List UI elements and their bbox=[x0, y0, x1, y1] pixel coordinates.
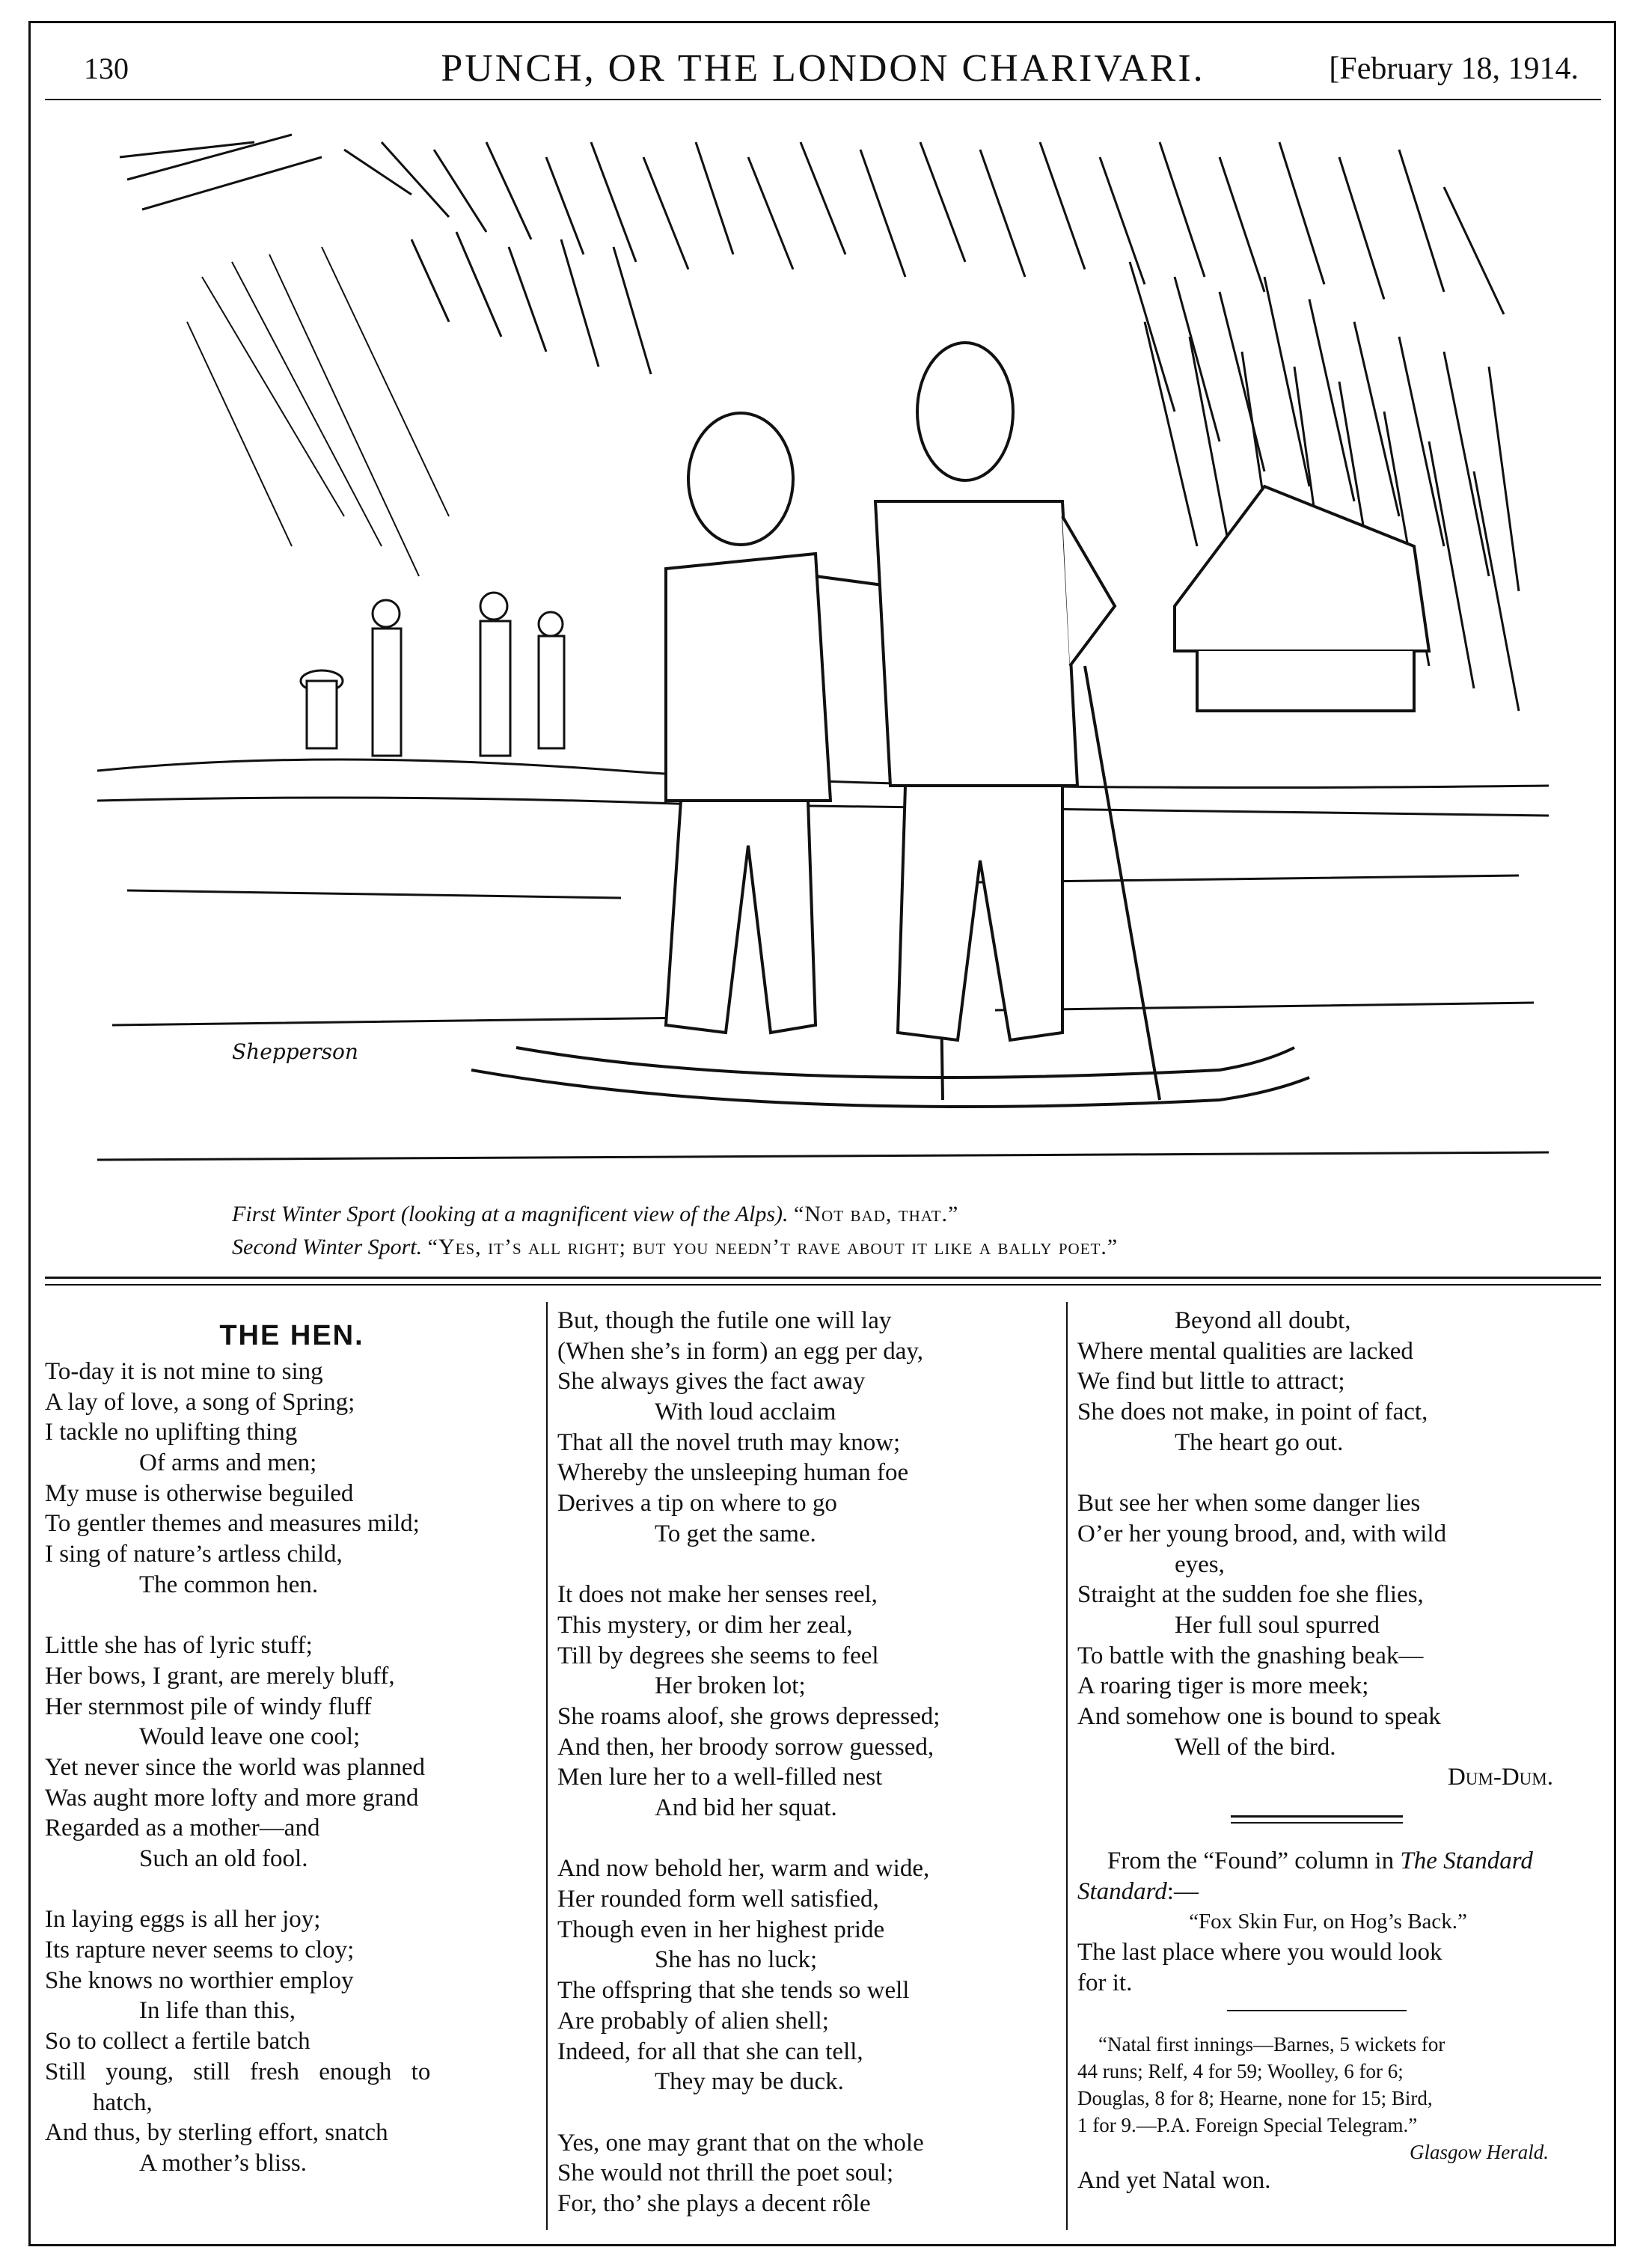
poem-line: Little she has of lyric stuff; bbox=[45, 1632, 313, 1660]
poem-line: The common hen. bbox=[139, 1571, 319, 1598]
found-intro-punct: :— bbox=[1166, 1877, 1199, 1905]
sun-rays bbox=[187, 247, 449, 576]
poem-line: Though even in her highest pride bbox=[557, 1916, 885, 1943]
poem-line: And thus, by sterling effort, snatch bbox=[45, 2119, 388, 2147]
poem-line: A lay of love, a song of Spring; bbox=[45, 1388, 355, 1416]
column-divider-1 bbox=[546, 1302, 548, 2230]
poem-line: hatch, bbox=[93, 2088, 153, 2116]
poem-line: (When she’s in form) an egg per day, bbox=[557, 1337, 924, 1365]
stanza-gap bbox=[45, 1601, 539, 1631]
issue-date: [February 18, 1914. bbox=[1329, 52, 1579, 86]
poem-line: They may be duck. bbox=[655, 2068, 844, 2096]
poem-line: She would not thrill the poet soul; bbox=[557, 2160, 894, 2187]
stanza-gap bbox=[557, 1824, 1055, 1854]
poem-line: Of arms and men; bbox=[139, 1449, 317, 1477]
poem-line: Her full soul spurred bbox=[1175, 1611, 1380, 1639]
stanza-gap bbox=[557, 1550, 1055, 1580]
poem-line: Yes, one may grant that on the whole bbox=[557, 2129, 924, 2157]
poem-line: And bid her squat. bbox=[655, 1794, 837, 1821]
poem-line: Her bows, I grant, are merely bluff, bbox=[45, 1662, 395, 1690]
poem-line: Whereby the unsleeping human foe bbox=[557, 1459, 909, 1487]
chalet bbox=[1175, 486, 1429, 711]
poem-line: Till by degrees she seems to feel bbox=[557, 1642, 879, 1669]
natal-line: “Natal first innings—Barnes, 5 wickets for bbox=[1098, 2033, 1445, 2056]
poem-line: Men lure her to a well-filled nest bbox=[557, 1764, 883, 1791]
found-intro-colon-line bbox=[1077, 1877, 1579, 1907]
page-number: 130 bbox=[84, 52, 129, 85]
poem-line: She has no luck; bbox=[655, 1946, 818, 1974]
natal-line: Douglas, 8 for 8; Hearne, none for 15; Bird, bbox=[1077, 2087, 1433, 2110]
caption-speaker-2: Second Winter Sport. bbox=[232, 1235, 423, 1259]
poem-line: Well of the bird. bbox=[1175, 1733, 1336, 1761]
found-intro-source-2: Standard bbox=[1077, 1877, 1167, 1905]
poem-line: So to collect a fertile batch bbox=[45, 2028, 310, 2055]
cartoon-illustration bbox=[97, 127, 1549, 1190]
artist-signature: Shepperson bbox=[232, 1039, 358, 1064]
poem-signature: Dum-Dum. bbox=[1447, 1764, 1553, 1791]
poem-line: Would leave one cool; bbox=[139, 1723, 361, 1751]
poem-line: And now behold her, warm and wide, bbox=[557, 1855, 930, 1883]
poem-line: With loud acclaim bbox=[655, 1399, 836, 1426]
snow-ground bbox=[97, 759, 1549, 1160]
stanza-gap bbox=[557, 2097, 1055, 2128]
poem-line: To get the same. bbox=[655, 1520, 816, 1547]
poem-line: To gentler themes and measures mild; bbox=[45, 1510, 420, 1538]
header-rule bbox=[45, 99, 1601, 100]
poem-column-2 bbox=[557, 1306, 1055, 2219]
poem-line: She does not make, in point of fact, bbox=[1077, 1399, 1428, 1426]
poem-line: This mystery, or dim her zeal, bbox=[557, 1611, 853, 1639]
poem-line: Her sternmost pile of windy fluff bbox=[45, 1693, 372, 1720]
poem-line: It does not make her senses reel, bbox=[557, 1581, 878, 1609]
poem-line: Where mental qualities are lacked bbox=[1077, 1337, 1413, 1365]
poem-line: For, tho’ she plays a decent rôle bbox=[557, 2189, 871, 2217]
caption-line-2 bbox=[232, 1235, 1549, 1260]
poem-line: Indeed, for all that she can tell, bbox=[557, 2038, 863, 2065]
poem-line: In laying eggs is all her joy; bbox=[45, 1906, 321, 1934]
stanza-gap bbox=[1077, 1458, 1579, 1488]
poem-line: She always gives the fact away bbox=[557, 1368, 866, 1396]
poem-line: She knows no worthier employ bbox=[45, 1966, 354, 1994]
poem-line: The heart go out. bbox=[1175, 1428, 1344, 1456]
section-rule-top bbox=[45, 1277, 1601, 1279]
caption-quote-2: “Yes, it’s all right; but you needn’t rave about it like a bally poet.” bbox=[427, 1235, 1119, 1259]
found-intro-text: From the “Found” column in bbox=[1107, 1847, 1395, 1874]
natal-comment: And yet Natal won. bbox=[1077, 2167, 1271, 2195]
natal-source: Glasgow Herald. bbox=[1409, 2141, 1549, 2164]
masthead: PUNCH, OR THE LONDON CHARIVARI. bbox=[441, 47, 1205, 90]
caption-speaker-1: First Winter Sport (looking at a magnificent view of the Alps). bbox=[232, 1202, 789, 1226]
poem-line: O’er her young brood, and, with wild bbox=[1077, 1520, 1447, 1547]
column-divider-2 bbox=[1066, 1302, 1068, 2230]
poem-line: My muse is otherwise beguiled bbox=[45, 1479, 354, 1507]
found-quote: “Fox Skin Fur, on Hog’s Back.” bbox=[1189, 1910, 1467, 1934]
poem-line: Derives a tip on where to go bbox=[557, 1490, 837, 1517]
poem-line: And then, her broody sorrow guessed, bbox=[557, 1733, 934, 1761]
poem-line: And somehow one is bound to speak bbox=[1077, 1702, 1441, 1730]
page-header bbox=[45, 39, 1601, 99]
caption-line-1 bbox=[232, 1202, 1549, 1227]
poem-line: But see her when some danger lies bbox=[1077, 1490, 1421, 1517]
poem-line: The offspring that she tends so well bbox=[557, 1977, 910, 2005]
poem-line: Regarded as a mother—and bbox=[45, 1815, 320, 1842]
poem-line: But, though the futile one will lay bbox=[557, 1307, 892, 1334]
caption-quote-1: “Not bad, that.” bbox=[794, 1202, 959, 1226]
natal-line: 44 runs; Relf, 4 for 59; Woolley, 6 for 6; bbox=[1077, 2060, 1404, 2083]
poem-line: Straight at the sudden foe she flies, bbox=[1077, 1581, 1424, 1609]
poem-line: To battle with the gnashing beak— bbox=[1077, 1642, 1424, 1669]
poem-line: Her rounded form well satisfied, bbox=[557, 1886, 879, 1913]
poem-line: Are probably of alien shell; bbox=[557, 2007, 829, 2035]
skis bbox=[471, 1048, 1309, 1107]
poem-line: Beyond all doubt, bbox=[1175, 1307, 1351, 1334]
poem-line: eyes, bbox=[1175, 1550, 1225, 1578]
found-comment-line-1: The last place where you would look bbox=[1077, 1939, 1442, 1966]
poem-column-3 bbox=[1077, 1306, 1579, 2196]
poem-title: THE HEN. bbox=[219, 1320, 364, 1351]
poem-line: To-day it is not mine to sing bbox=[45, 1358, 323, 1385]
man-figure bbox=[875, 343, 1160, 1100]
poem-line: In life than this, bbox=[139, 1997, 296, 2025]
section-rule-bottom bbox=[45, 1284, 1601, 1286]
poem-line: We find but little to attract; bbox=[1077, 1368, 1345, 1396]
stanza-gap bbox=[45, 1874, 539, 1905]
distant-figures bbox=[301, 593, 564, 756]
poem-line: Still young, still fresh enough to bbox=[45, 2058, 431, 2085]
poem-line: Such an old fool. bbox=[139, 1845, 308, 1872]
poem-line: A mother’s bliss. bbox=[139, 2149, 307, 2177]
poem-column-1 bbox=[45, 1306, 539, 2179]
natal-quote bbox=[1077, 2031, 1579, 2165]
found-intro bbox=[1077, 1846, 1579, 1877]
poem-line: Was aught more lofty and more grand bbox=[45, 1784, 419, 1812]
double-rule-top bbox=[1231, 1815, 1403, 1818]
poem-line: I sing of nature’s artless child, bbox=[45, 1541, 343, 1568]
found-comment-line-2: for it. bbox=[1077, 1969, 1133, 1996]
natal-line: 1 for 9.—P.A. Foreign Special Telegram.” bbox=[1077, 2114, 1418, 2137]
poem-line: Her broken lot; bbox=[655, 1672, 806, 1700]
poem-line: A roaring tiger is more meek; bbox=[1077, 1672, 1369, 1700]
poem-line: Its rapture never seems to cloy; bbox=[45, 1937, 355, 1964]
found-intro-source: The Standard bbox=[1400, 1847, 1533, 1874]
poem-line: I tackle no uplifting thing bbox=[45, 1419, 298, 1446]
poem-line: She roams aloof, she grows depressed; bbox=[557, 1702, 940, 1730]
poem-line: Yet never since the world was planned bbox=[45, 1753, 426, 1781]
cartoon-drawing bbox=[97, 127, 1549, 1190]
poem-line: That all the novel truth may know; bbox=[557, 1428, 901, 1456]
